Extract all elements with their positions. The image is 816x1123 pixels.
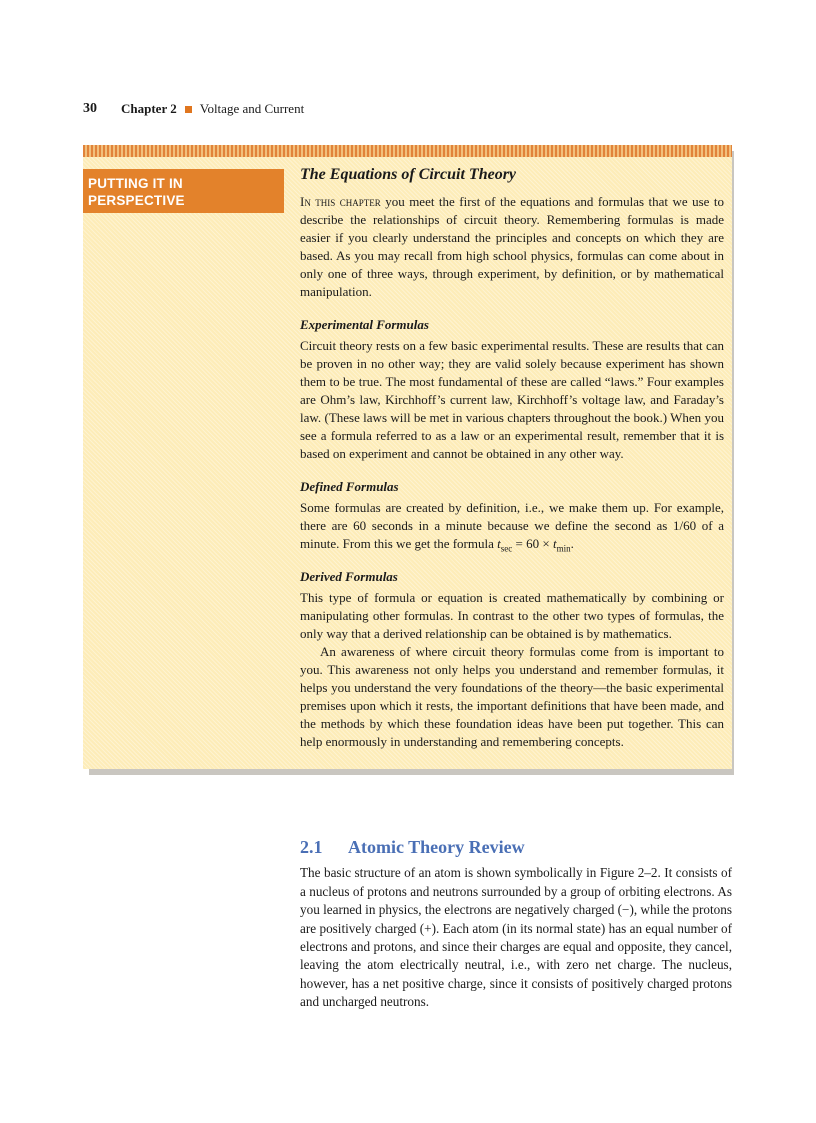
formula-t-min: t [552, 536, 557, 551]
section-paragraph: The basic structure of an atom is shown symbolically in Figure 2–2. It consists of a nucleus of protons and neutrons surrounded by a group of orbiting electrons. As you learned in physics, the electrons are negatively charged (−), while the protons are positively charged (+). Each atom (in its normal state) has an equal number of electrons and protons, and since their charges are equal and opposite, they cancel, leaving the atom electrically neutral, i.e., with zero net charge. The nucleus, however, has a net positive charge, since it consists of positively charged protons and uncharged neutrons. [300, 865, 732, 1010]
page-number: 30 [83, 101, 97, 116]
perspective-content [300, 165, 724, 751]
section-heading [300, 838, 732, 856]
perspective-box [83, 145, 732, 769]
perspective-title: The Equations of Circuit Theory [300, 166, 517, 183]
intro-lead: In this chapter [300, 194, 381, 209]
chapter-label: Chapter 2 [121, 101, 177, 116]
intro-paragraph [300, 193, 724, 301]
section-title: Atomic Theory Review [348, 837, 525, 857]
perspective-box-stripe [83, 145, 732, 157]
defined-heading: Defined Formulas [300, 479, 399, 494]
experimental-heading: Experimental Formulas [300, 317, 429, 332]
formula-sub-min: min [556, 543, 571, 554]
derived-heading: Derived Formulas [300, 569, 398, 584]
section-atomic-theory [300, 838, 732, 1012]
formula-sub-sec: sec [500, 543, 513, 554]
section-number: 2.1 [300, 837, 323, 857]
perspective-tab-line2: PERSPECTIVE [88, 193, 185, 208]
intro-text: you meet the first of the equations and formulas that we use to describe the relationships of circuit theory. Remembering formulas is made easier if you clearly understand the principles and concepts on which they are based. As you may recall from high school physics, formulas can come about in only one of three ways, through experiment, by definition, or by mathematical manipulation. [300, 194, 724, 299]
derived-paragraph-1: This type of formula or equation is created mathematically by combining or manipulating other formulas. In contrast to the other two types of formulas, the only way that a derived relationship can be obtained is by mathematics. [300, 590, 724, 641]
perspective-tab [83, 169, 284, 213]
chapter-title: Voltage and Current [199, 101, 305, 116]
defined-paragraph [300, 499, 724, 553]
perspective-tab-line1: PUTTING IT IN [88, 176, 183, 191]
formula-t-sec: t [497, 536, 501, 551]
formula-mid: = 60 × [512, 536, 553, 551]
defined-text: Some formulas are created by definition, i.e., we make them up. For example, there are 60 seconds in a minute because we define the second as 1/60 of a minute. From this we get the formula [300, 500, 724, 551]
running-head [83, 101, 304, 117]
formula-end: . [570, 536, 574, 551]
square-bullet-icon [185, 106, 192, 113]
derived-paragraph-2: An awareness of where circuit theory formulas come from is important to you. This awareness not only helps you understand and remember formulas, it helps you understand the very foundations of the theory—the basic experimental premises upon which it rests, the important definitions that have been made, and the methods by which these foundation ideas have been put together. This can help enormously in understanding and remembering concepts. [300, 644, 724, 749]
experimental-paragraph: Circuit theory rests on a few basic experimental results. These are results that can be proven in no other way; they are valid solely because experiment has shown them to be true. The most fundamental of these are called “laws.” Four examples are Ohm’s law, Kirchhoff’s current law, Kirchhoff’s voltage law, and Faraday’s law. (These laws will be met in various chapters throughout the book.) When you see a formula referred to as a law or an experimental result, remember that it is based on experiment and cannot be obtained in any other way. [300, 338, 724, 461]
